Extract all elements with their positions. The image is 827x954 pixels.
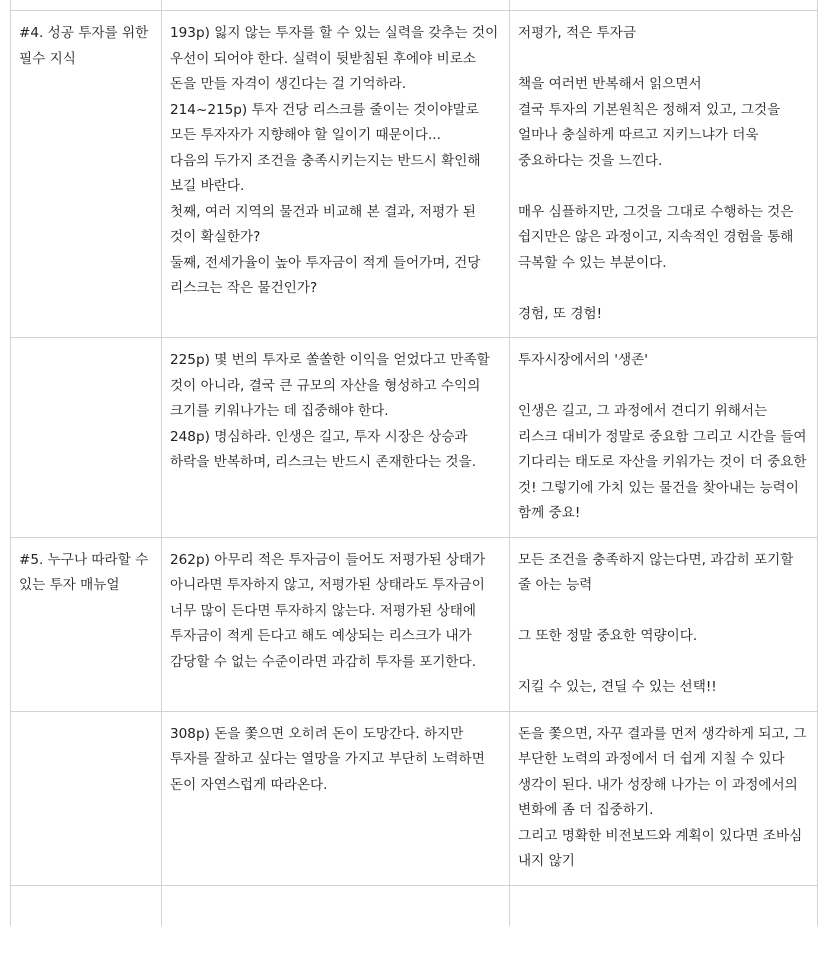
reflection-note: 돈을 쫓으면, 자꾸 결과를 먼저 생각하게 되고, 그 부단한 노력의 과정에서 더 쉽게 지칠 수 있다 생각이 된다. 내가 성장해 나가는 이 과정에서의 변화에 좀 더 집중하기.	[518, 725, 811, 818]
table-top-edge	[11, 0, 818, 11]
reflection-note: 모든 조건을 충족하지 않는다면, 과감히 포기할 줄 아는 능력	[518, 551, 798, 593]
notes-table	[10, 0, 818, 926]
reflection-note: 결국 투자의 기본원칙은 정해져 있고, 그것을 얼마나 충실하게 따르고 지키느냐가 더욱 중요하다는 것을 느낀다.	[518, 101, 785, 169]
table-row	[11, 711, 818, 885]
quote-cell	[162, 338, 510, 538]
book-quote: 308p) 돈을 쫓으면 오히려 돈이 도망간다. 하지만 투자를 잘하고 싶다는 열망을 가지고 부단히 노력하면 돈이 자연스럽게 따라온다.	[170, 725, 490, 793]
note-cell	[510, 711, 818, 885]
top-edge-cell	[11, 0, 162, 11]
section-cell	[11, 11, 162, 338]
reflection-note: 인생은 길고, 그 과정에서 견디기 위해서는 리스크 대비가 정말로 중요함 그리고 시간을 들여 기다리는 태도로 자산을 키워가는 것이 더 중요한 것! 그렇기에 가치 있는 물건을 찾아내는 능력이 함께 중요!	[518, 403, 811, 521]
book-quote: 225p) 몇 번의 투자로 쏠쏠한 이익을 얻었다고 만족할 것이 아니라, 결국 큰 규모의 자산을 형성하고 수익의 크기를 키워나가는 데 집중해야 한다.	[170, 352, 494, 419]
note-spacer	[518, 47, 809, 73]
bottom-edge-cell	[11, 885, 162, 926]
section-cell	[11, 711, 162, 885]
bottom-edge-cell	[510, 885, 818, 926]
note-cell	[510, 11, 818, 338]
section-title: #5. 누구나 따라할 수 있는 투자 매뉴얼	[19, 551, 153, 593]
note-cell	[510, 338, 818, 538]
reflection-note: 그리고 명확한 비전보드와 계획이 있다면 조바심 내지 않기	[518, 827, 807, 869]
note-spacer	[518, 374, 809, 400]
section-cell	[11, 537, 162, 711]
table-body	[11, 0, 818, 926]
book-quote: 214~215p) 투자 건당 리스크를 줄이는 것이야말로 모든 투자자가 지향해야 할 일이기 때문이다...	[170, 101, 484, 143]
reflection-note: 책을 여러번 반복해서 읽으면서	[518, 76, 702, 92]
note-spacer	[518, 650, 809, 676]
reflection-note: 투자시장에서의 '생존'	[518, 352, 648, 368]
table-row	[11, 537, 818, 711]
quote-cell	[162, 537, 510, 711]
table-row	[11, 11, 818, 338]
section-title: #4. 성공 투자를 위한 필수 지식	[19, 25, 153, 67]
reflection-note: 지킬 수 있는, 견딜 수 있는 선택!!	[518, 679, 717, 695]
reflection-note: 저평가, 적은 투자금	[518, 25, 637, 41]
reflection-note: 그 또한 정말 중요한 역량이다.	[518, 628, 698, 644]
note-spacer	[518, 276, 809, 302]
note-spacer	[518, 599, 809, 625]
section-cell	[11, 338, 162, 538]
quote-cell	[162, 711, 510, 885]
reflection-note: 경험, 또 경험!	[518, 305, 603, 322]
quote-cell	[162, 11, 510, 338]
table-row	[11, 338, 818, 538]
top-edge-cell	[510, 0, 818, 11]
note-cell	[510, 537, 818, 711]
book-quote: 262p) 아무리 적은 투자금이 들어도 저평가된 상태가 아니라면 투자하지 않고, 저평가된 상태라도 투자금이 너무 많이 든다면 투자하지 않는다. 저평가된 상태에 투자금이 적게 든다고 해도 예상되는 리스크가 내가 감당할 수 없는 수준이라면 과감히 투자를 포기한다.	[170, 551, 490, 670]
book-quote: 248p) 명심하라. 인생은 길고, 투자 시장은 상승과 하락을 반복하며, 리스크는 반드시 존재한다는 것을.	[170, 428, 477, 470]
table-bottom-edge	[11, 885, 818, 926]
bottom-edge-cell	[162, 885, 510, 926]
book-quote: 첫째, 여러 지역의 물건과 비교해 본 결과, 저평가 된 것이 확실한가?	[170, 203, 481, 245]
note-spacer	[518, 174, 809, 200]
book-quote: 둘째, 전세가율이 높아 투자금이 적게 들어가며, 건당 리스크는 작은 물건인가?	[170, 254, 485, 296]
reflection-note: 매우 심플하지만, 그것을 그대로 수행하는 것은 쉽지만은 않은 과정이고, 지속적인 경험을 통해 극복할 수 있는 부분이다.	[518, 203, 798, 271]
reading-notes-table	[10, 0, 817, 954]
book-quote: 193p) 잃지 않는 투자를 할 수 있는 실력을 갖추는 것이 우선이 되어야 한다. 실력이 뒷받침된 후에야 비로소 돈을 만들 자격이 생긴다는 걸 기억하라.	[170, 25, 503, 92]
book-quote: 다음의 두가지 조건을 충족시키는지는 반드시 확인해 보길 바란다.	[170, 152, 485, 194]
top-edge-cell	[162, 0, 510, 11]
